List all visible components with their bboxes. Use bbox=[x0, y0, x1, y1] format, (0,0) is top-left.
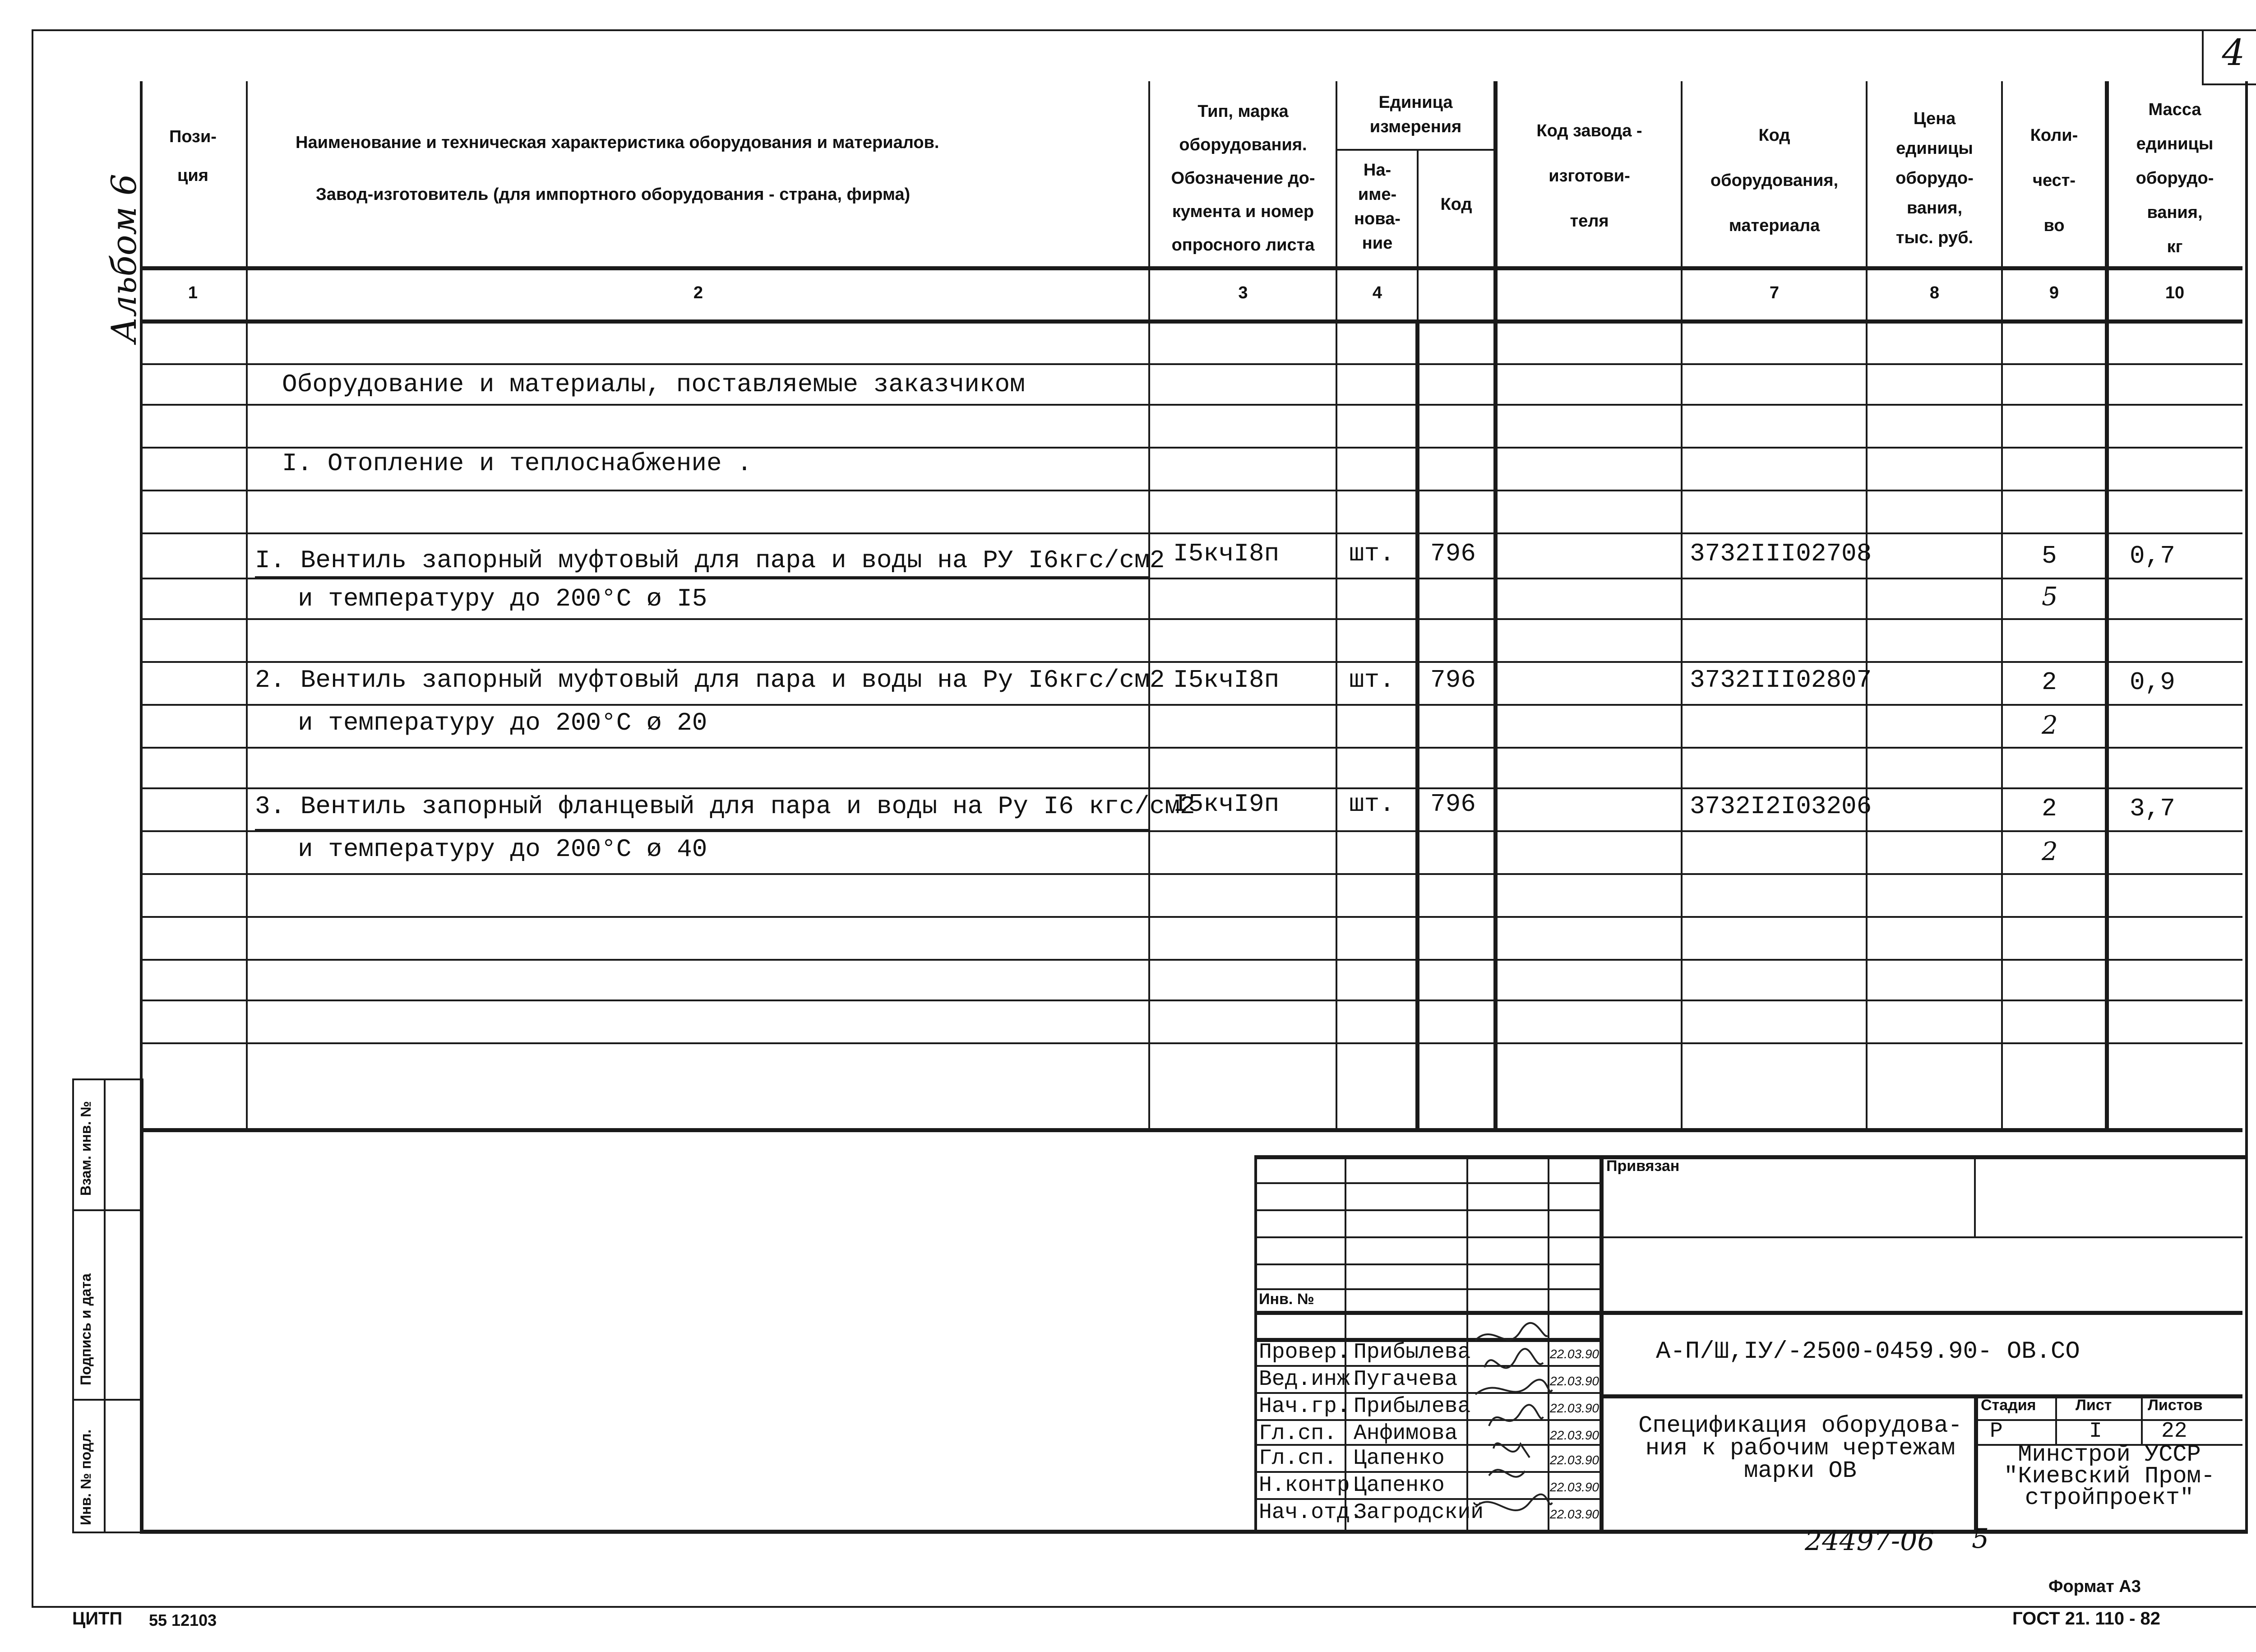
row-line bbox=[140, 661, 2242, 663]
col-line bbox=[1866, 81, 1868, 1130]
col-line bbox=[1417, 149, 1419, 320]
item-1-name-2: и температуру до 200°С ø I5 bbox=[298, 584, 707, 613]
tb-row bbox=[1974, 1419, 2242, 1421]
side-stamp-inv: Инв. № подл. bbox=[78, 1429, 94, 1525]
tb-inv-no: Инв. № bbox=[1259, 1291, 1314, 1308]
item-2-unit: шт. bbox=[1349, 666, 1395, 694]
signer-date: 22.03.90 bbox=[1550, 1507, 1599, 1521]
colnum-9: 9 bbox=[2049, 283, 2059, 302]
archive-number: 24497-06 bbox=[1805, 1525, 1935, 1557]
header-c4b: Код bbox=[1440, 195, 1472, 214]
tb-designation: А-П/Ш,IУ/-2500-0459.90- ОВ.СО bbox=[1656, 1338, 2080, 1365]
item-1-code: 3732III02708 bbox=[1690, 539, 1872, 568]
signatures-graphic bbox=[1466, 1313, 1557, 1530]
colnum-10: 10 bbox=[2165, 283, 2185, 302]
signer-date: 22.03.90 bbox=[1550, 1374, 1599, 1388]
signer-name: Цапенко bbox=[1354, 1473, 1445, 1498]
tb-stage-label: Стадия bbox=[1981, 1397, 2036, 1414]
signer-role: Вед.инж. bbox=[1259, 1367, 1363, 1392]
colnum-2: 2 bbox=[693, 283, 703, 302]
signer-name: Пугачева bbox=[1354, 1367, 1458, 1392]
row-line bbox=[140, 1000, 2242, 1001]
header-bottom-line bbox=[140, 266, 2242, 270]
header-c3: Тип, марка оборудования. Обозначение до- кумента и номер опросного листа bbox=[1171, 102, 1315, 255]
colnum-1: 1 bbox=[188, 283, 198, 302]
signature-mark bbox=[1475, 1495, 1552, 1510]
item-3-code: 3732I2I03206 bbox=[1690, 792, 1872, 821]
tb-col-line bbox=[1974, 1155, 1976, 1236]
signer-name: Прибылева bbox=[1354, 1340, 1471, 1365]
row-line bbox=[140, 490, 2242, 491]
side-stamp-zam: Взам. инв. № bbox=[78, 1101, 94, 1196]
row-line bbox=[140, 830, 2242, 832]
signer-role: Нач.гр. bbox=[1259, 1394, 1350, 1419]
colnum-4: 4 bbox=[1372, 283, 1382, 302]
item-3-name-2: и температуру до 200°С ø 40 bbox=[298, 835, 707, 864]
side-stamp-divider bbox=[104, 1078, 106, 1532]
tb-row bbox=[1254, 1236, 1600, 1238]
row-line bbox=[140, 959, 2242, 961]
tb-col-line-bold bbox=[1600, 1155, 1604, 1530]
item-2-name: 2. Вентиль запорный муфтовый для пара и воды на Ру I6кгс/см2 bbox=[255, 666, 1165, 694]
row-line bbox=[140, 916, 2242, 918]
item-2-type: I5кчI8п bbox=[1173, 666, 1280, 694]
tb-sheet-label: Лист bbox=[2076, 1397, 2112, 1414]
header-c8: Цена единицы оборудо- вания, тыс. руб. bbox=[1895, 109, 1974, 247]
side-stamp-row bbox=[72, 1399, 140, 1401]
item-2-name-2: и температуру до 200°С ø 20 bbox=[298, 708, 707, 737]
album-label: Альбом 6 bbox=[104, 174, 144, 343]
tb-sheets-label: Листов bbox=[2148, 1397, 2203, 1414]
row-line bbox=[140, 704, 2242, 706]
gost-label: ГОСТ 21. 110 - 82 bbox=[2012, 1609, 2160, 1629]
item-1-mass: 0,7 bbox=[2130, 541, 2175, 570]
side-stamp-podpis: Подпись и дата bbox=[78, 1273, 94, 1385]
item-3-name: 3. Вентиль запорный фланцевый для пара и воды на Ру I6 кгс/см2 bbox=[255, 792, 1195, 821]
item-1-unit: шт. bbox=[1349, 539, 1395, 568]
signer-role: Гл.сп. bbox=[1259, 1446, 1337, 1471]
sheet-number: 4 bbox=[2222, 32, 2245, 74]
tb-sheets: 22 bbox=[2161, 1419, 2187, 1444]
signer-name: Анфимова bbox=[1354, 1421, 1458, 1446]
archive-sheet: 5 bbox=[1972, 1523, 1989, 1555]
colnum-bottom-line bbox=[140, 319, 2242, 324]
signature-mark bbox=[1493, 1443, 1530, 1458]
item-2-qty-2: 2 bbox=[2042, 711, 2058, 740]
bottom-left-mark: ЦИТП bbox=[72, 1609, 123, 1629]
colnum-7: 7 bbox=[1769, 283, 1780, 302]
signer-date: 22.03.90 bbox=[1550, 1480, 1599, 1494]
header-unit-group: Единица измерения bbox=[1369, 93, 1462, 136]
item-1-qty-2: 5 bbox=[2042, 582, 2058, 611]
header-c2-line1: Наименование и техническая характеристика оборудования и материалов. bbox=[296, 133, 939, 152]
row-line bbox=[140, 873, 2242, 875]
tb-row bbox=[1254, 1263, 1600, 1265]
signer-date: 22.03.90 bbox=[1550, 1401, 1599, 1415]
tb-row bbox=[1600, 1236, 2242, 1238]
format-label: Формат А3 bbox=[2048, 1577, 2141, 1596]
tb-privyazan: Привязан bbox=[1606, 1157, 1680, 1175]
unit-group-line bbox=[1336, 149, 1496, 151]
signer-name: Прибылева bbox=[1354, 1394, 1471, 1419]
header-c7: Код оборудования, материала bbox=[1710, 126, 1839, 235]
col-line-bold bbox=[1493, 81, 1498, 1130]
col-line bbox=[1148, 81, 1150, 1130]
item-2-code: 3732III02807 bbox=[1690, 666, 1872, 694]
tb-stage: Р bbox=[1990, 1419, 2003, 1444]
signer-role: Провер. bbox=[1259, 1340, 1350, 1365]
col-line-bold bbox=[1415, 319, 1419, 1130]
signature-mark bbox=[1475, 1323, 1548, 1340]
header-c1: Пози- ция bbox=[169, 127, 217, 185]
tb-row-bold bbox=[1600, 1394, 2242, 1398]
header-c5: Код завода - изготови- теля bbox=[1536, 121, 1642, 231]
item-1-unit-code: 796 bbox=[1430, 539, 1476, 568]
header-c2-line2: Завод-изготовитель (для импортного оборудования - страна, фирма) bbox=[316, 185, 911, 204]
signature-mark bbox=[1489, 1470, 1525, 1477]
tb-row bbox=[1254, 1288, 1600, 1290]
tb-row bbox=[1254, 1209, 1600, 1211]
item-3-unit-code: 796 bbox=[1430, 790, 1476, 819]
col-line bbox=[246, 81, 248, 1130]
row-line bbox=[140, 747, 2242, 749]
item-3-mass: 3,7 bbox=[2130, 794, 2175, 823]
signer-name: Загродский bbox=[1354, 1500, 1484, 1525]
item-1-qty: 5 bbox=[2042, 541, 2057, 570]
side-stamp-row bbox=[72, 1209, 140, 1211]
col-line bbox=[1336, 81, 1337, 1130]
signature-mark bbox=[1484, 1349, 1543, 1368]
tb-doc-title: Спецификация оборудова- ния к рабочим чертежам марки ОВ bbox=[1638, 1412, 1962, 1484]
section-title: Оборудование и материалы, поставляемые заказчиком bbox=[282, 370, 1025, 399]
row-line bbox=[140, 404, 2242, 406]
row-line bbox=[140, 1042, 2242, 1044]
row-line bbox=[140, 447, 2242, 449]
col-line bbox=[1681, 81, 1683, 1130]
row-line bbox=[140, 532, 2242, 534]
row-line bbox=[140, 363, 2242, 365]
tb-row-bold bbox=[1600, 1311, 2242, 1315]
header-c4a: На- име- нова- ние bbox=[1354, 161, 1401, 253]
item-1-underline bbox=[255, 576, 1148, 578]
tb-row bbox=[1254, 1182, 1600, 1184]
item-2-unit-code: 796 bbox=[1430, 666, 1476, 694]
bottom-left-number: 55 12103 bbox=[149, 1611, 217, 1629]
header-c9: Коли- чест- во bbox=[2030, 126, 2078, 235]
signer-role: Гл.сп. bbox=[1259, 1421, 1337, 1446]
row-line bbox=[140, 578, 2242, 579]
header-c10: Масса единицы оборудо- вания, кг bbox=[2136, 100, 2214, 256]
row-line bbox=[140, 618, 2242, 620]
tb-sheet: I bbox=[2089, 1419, 2102, 1444]
item-2-qty: 2 bbox=[2042, 668, 2057, 697]
item-3-underline bbox=[255, 829, 1148, 830]
item-1-type: I5кчI8п bbox=[1173, 539, 1280, 568]
tb-org: Минстрой УССР "Киевский Пром- стройпроект" bbox=[2003, 1441, 2215, 1511]
signer-date: 22.03.90 bbox=[1550, 1347, 1599, 1361]
table-bottom-line bbox=[140, 1128, 2242, 1132]
item-3-unit: шт. bbox=[1349, 790, 1395, 819]
item-2-mass: 0,9 bbox=[2130, 668, 2175, 697]
signer-name: Цапенко bbox=[1354, 1446, 1445, 1471]
signature-mark bbox=[1489, 1405, 1543, 1426]
item-3-type: I5кчI9п bbox=[1173, 790, 1280, 819]
colnum-8: 8 bbox=[1929, 283, 1940, 302]
item-3-qty: 2 bbox=[2042, 794, 2057, 823]
signer-role: Н.контр. bbox=[1259, 1473, 1363, 1498]
signature-mark bbox=[1475, 1379, 1552, 1394]
signer-role: Нач.отд. bbox=[1259, 1500, 1363, 1525]
colnum-3: 3 bbox=[1238, 283, 1248, 302]
row-line bbox=[140, 787, 2242, 789]
item-1-name: I. Вентиль запорный муфтовый для пара и воды на РУ I6кгс/см2 bbox=[255, 546, 1165, 575]
subsection-title: I. Отопление и теплоснабжение . bbox=[282, 449, 752, 478]
col-line bbox=[2001, 81, 2003, 1130]
signer-date: 22.03.90 bbox=[1550, 1428, 1599, 1442]
item-3-qty-2: 2 bbox=[2042, 837, 2058, 866]
signer-date: 22.03.90 bbox=[1550, 1453, 1599, 1467]
